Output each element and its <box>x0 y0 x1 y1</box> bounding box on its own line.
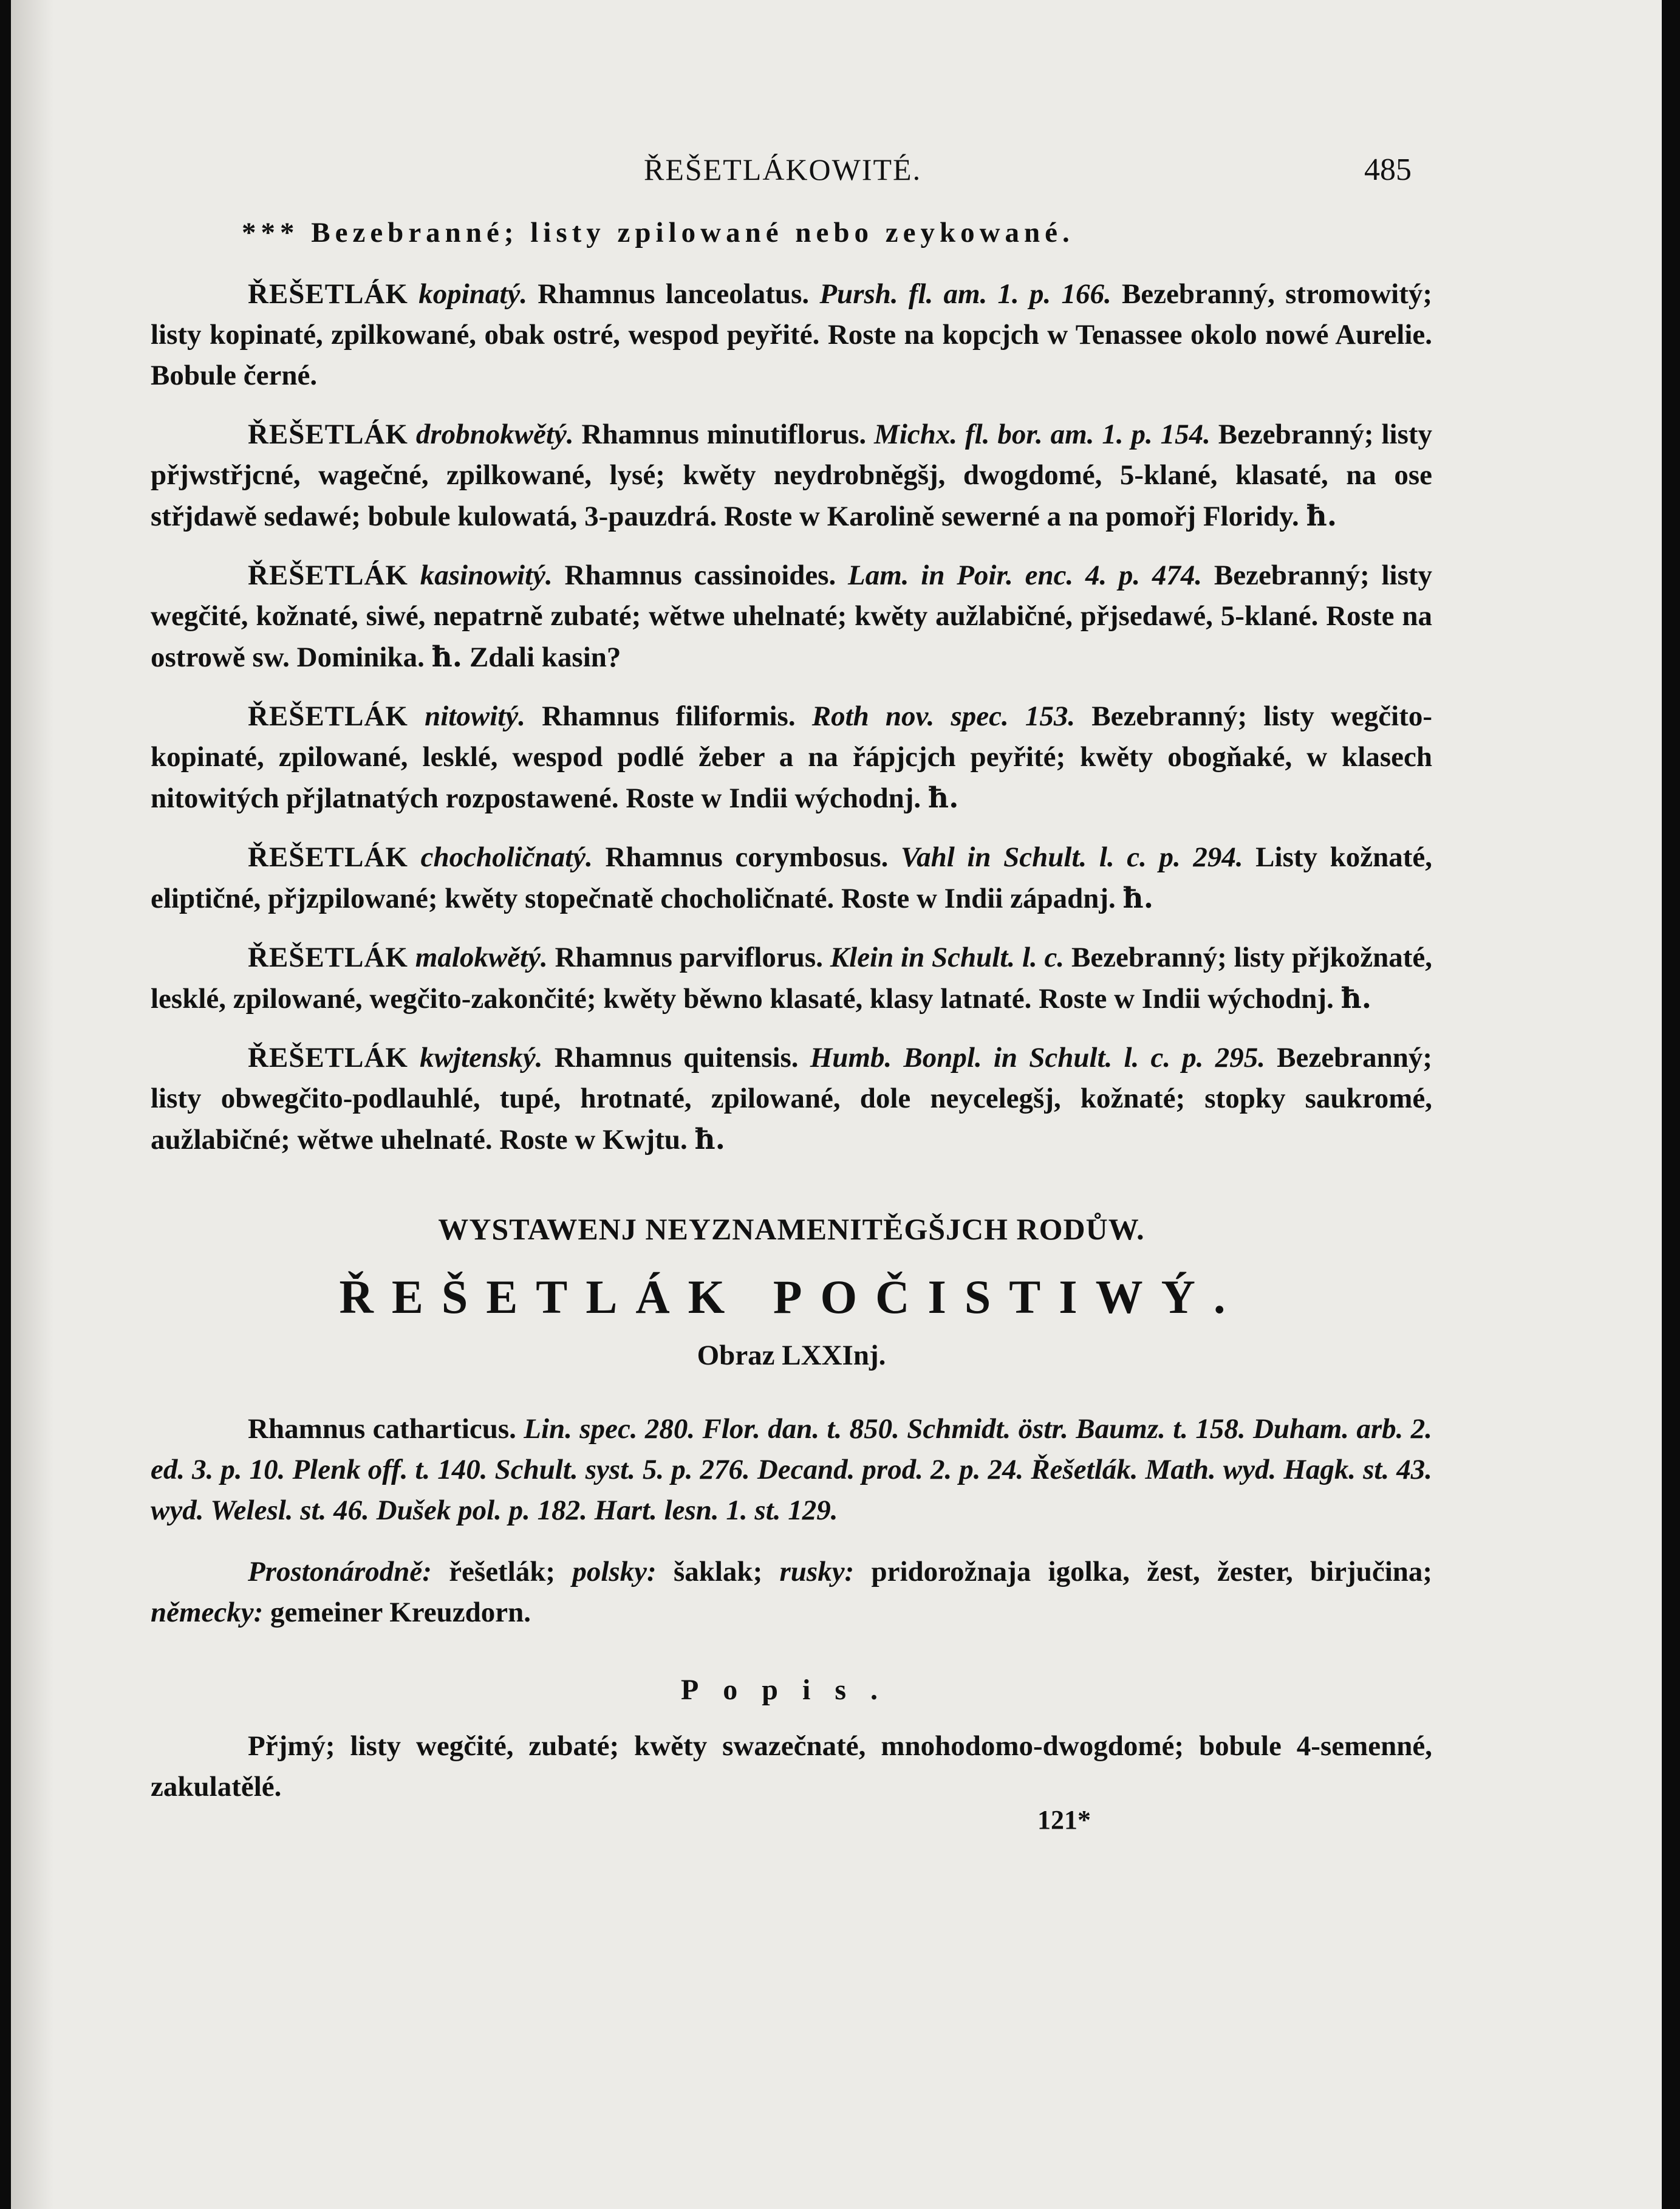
citation: Vahl in Schult. l. c. p. 294. <box>900 841 1243 873</box>
species-entry <box>151 937 1432 1019</box>
book-page <box>11 0 1662 2209</box>
vernacular-label: německy: <box>151 1597 264 1628</box>
entry-description: Bezebranný; listy wegčito-kopinaté, zpilowané, lesklé, wespod podlé žeber a na řápjcjch peyřité; kwěty obogňaké, w klasech nitowitých přjlatnatých rozpostawené. Roste w Indii wýchodnj. <box>151 700 1432 814</box>
genus-name: ŘEŠETLÁK <box>248 841 408 873</box>
overview-heading: WYSTAWENJ NEYZNAMENITĚGŠJCH RODŮW. <box>438 1212 1145 1246</box>
species-title: ŘEŠETLÁK POČISTIWÝ. <box>339 1270 1244 1323</box>
species-entry <box>151 414 1432 537</box>
latin-name: Rhamnus cassinoides. <box>564 560 836 591</box>
genus-name: ŘEŠETLÁK <box>248 278 408 310</box>
species-epithet: chocholičnatý. <box>420 841 593 873</box>
vernacular-name: gemeiner Kreuzdorn. <box>270 1597 531 1628</box>
species-epithet: drobnokwětý. <box>415 419 574 450</box>
latin-name: Rhamnus quitensis. <box>554 1042 799 1074</box>
entry-description: Bezebranný; listy obwegčito-podlauhlé, tupé, hrotnaté, zpilowané, dole neycelegšj, kožnaté; stopky saukromé, aužlabičné; wětwe uhelnaté. Roste w Kwjtu. <box>151 1042 1433 1156</box>
entry-description: Bezebranný; listy přjkožnaté, lesklé, zpilowané, wegčito-zakončité; kwěty běwno klasaté, klasy latnaté. Roste w Indii wýchodnj. <box>151 942 1433 1015</box>
latin-name: Rhamnus parviflorus. <box>555 942 823 973</box>
plate-reference: Obraz LXXInj. <box>697 1340 886 1371</box>
genus-name: ŘEŠETLÁK <box>248 700 408 732</box>
species-epithet: kwjtenský. <box>420 1042 543 1074</box>
species-epithet: kopinatý. <box>418 278 528 310</box>
species-epithet: kasinowitý. <box>420 560 553 591</box>
latin-name: Rhamnus catharticus. <box>248 1413 516 1445</box>
section-heading: *** Bezebranné; listy zpilowané nebo zeykowané. <box>242 217 1074 248</box>
vernacular-name: šaklak; <box>673 1556 763 1587</box>
citation: Humb. Bonpl. in Schult. l. c. p. 295. <box>810 1042 1265 1074</box>
species-description: Přjmý; listy wegčité, zubaté; kwěty swazečnaté, mnohodomo-dwogdomé; bobule 4-semenné, zakulatělé. <box>151 1730 1432 1803</box>
latin-name: Rhamnus corymbosus. <box>605 841 889 873</box>
page-number: 485 <box>1364 152 1412 187</box>
vernacular-label: polsky: <box>572 1556 657 1587</box>
vernacular-name: řešetlák; <box>449 1556 556 1587</box>
shrub-symbol: ħ. <box>927 781 959 815</box>
page-gutter-shadow <box>11 0 53 2209</box>
species-epithet: malokwětý. <box>415 942 548 973</box>
species-epithet: nitowitý. <box>425 700 525 732</box>
literature-references <box>151 1409 1432 1531</box>
species-entry <box>151 274 1432 396</box>
vernacular-name: pridorožnaja igolka, žest, žester, birjučina; <box>871 1556 1433 1587</box>
reference-list: Lin. spec. 280. Flor. dan. t. 850. Schmidt. östr. Baumz. t. 158. Duham. arb. 2. ed. 3. p. 10. Plenk off. t. 140. Schult. syst. 5. p. 276. Decand. prod. 2. p. 24. Řešetlák. Math. wyd. Hagk. st. 43. wyd. Welesl. st. 46. Dušek pol. p. 182. Hart. lesn. 1. st. 129. <box>151 1413 1432 1526</box>
vernacular-label: rusky: <box>779 1556 855 1587</box>
entry-description: Bezebranný, stromowitý; listy kopinaté, zpilkowané, obak ostré, wespod peyřité. Roste na kopcjch w Tenassee okolo nowé Aurelie. Bobule černé. <box>151 278 1433 391</box>
entry-note: Zdali kasin? <box>469 642 621 673</box>
citation: Lam. in Poir. enc. 4. p. 474. <box>848 560 1203 591</box>
shrub-symbol: ħ. <box>1340 982 1372 1015</box>
vernacular-names <box>151 1552 1432 1633</box>
citation: Pursh. fl. am. 1. p. 166. <box>819 278 1111 310</box>
species-entry <box>151 696 1432 819</box>
printer-signature: 121* <box>1037 1805 1091 1835</box>
page-header <box>11 152 1662 194</box>
description-heading: Popis. <box>680 1674 903 1706</box>
running-title: ŘEŠETLÁKOWITÉ. <box>644 152 922 187</box>
species-entry <box>151 1038 1432 1160</box>
species-entry <box>151 555 1432 678</box>
vernacular-label: Prostonárodně: <box>248 1556 432 1587</box>
citation: Michx. fl. bor. am. 1. p. 154. <box>874 419 1210 450</box>
entry-description: Bezebranný; listy wegčité, kožnaté, siwé, nepatrně zubaté; wětwe uhelnaté; kwěty aužlabičné, přjsedawé, 5-klané. Roste na ostrowě sw. Dominika. <box>151 560 1433 673</box>
citation: Klein in Schult. l. c. <box>830 942 1065 973</box>
genus-name: ŘEŠETLÁK <box>248 560 408 591</box>
entry-description: Bezebranný; listy přjwstřjcné, wagečné, zpilkowané, lysé; kwěty neydrobněgšj, dwogdomé, 5-klané, klasaté, na ose střjdawě sedawé; bobule kulowatá, 3-pauzdrá. Roste w Karolině sewerné a na pomořj Floridy. <box>151 419 1433 532</box>
latin-name: Rhamnus filiformis. <box>542 700 796 732</box>
species-entry <box>151 837 1432 919</box>
genus-name: ŘEŠETLÁK <box>248 942 408 973</box>
genus-name: ŘEŠETLÁK <box>248 419 408 450</box>
page-body <box>151 213 1432 1807</box>
shrub-symbol: ħ. <box>431 640 463 674</box>
shrub-symbol: ħ. <box>1306 499 1337 533</box>
latin-name: Rhamnus minutiflorus. <box>581 419 867 450</box>
citation: Roth nov. spec. 153. <box>811 700 1076 732</box>
shrub-symbol: ħ. <box>694 1123 726 1156</box>
latin-name: Rhamnus lanceolatus. <box>538 278 810 310</box>
entry-description: Listy kožnaté, eliptičné, přjzpilowané; kwěty stopečnatě chocholičnaté. Roste w Indii západnj. <box>151 841 1433 914</box>
genus-name: ŘEŠETLÁK <box>248 1042 408 1074</box>
shrub-symbol: ħ. <box>1122 882 1154 915</box>
